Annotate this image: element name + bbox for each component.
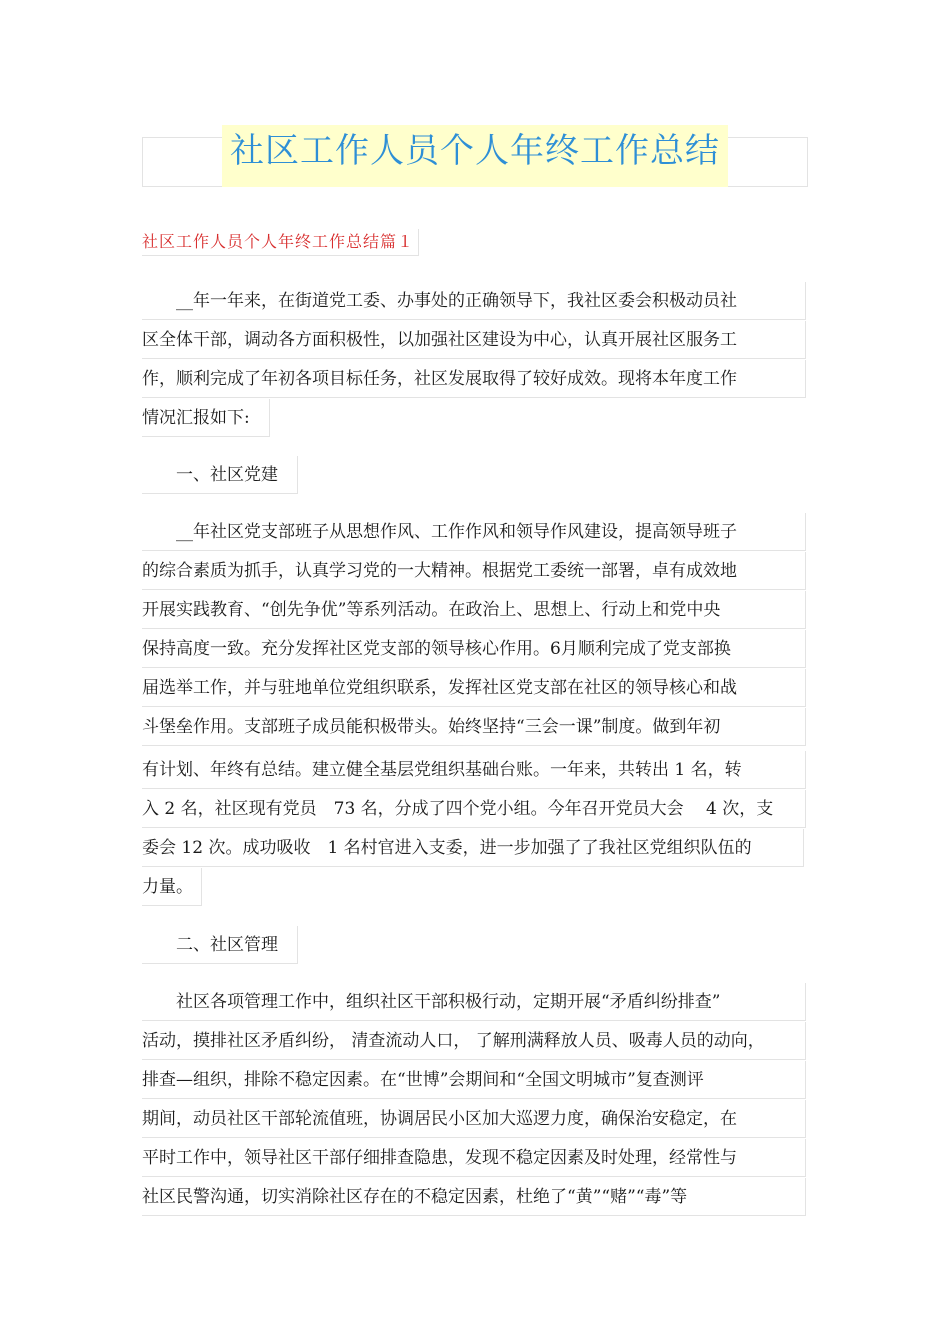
section-subtitle: 社区工作人员个人年终工作总结篇１ [142,229,419,256]
paragraph2-line-10: 力量。 [142,868,202,906]
paragraph2-line-9: 委会 12 次。成功吸收 1 名村官进入支委，进一步加强了了我社区党组织队伍的 [142,829,804,867]
paragraph2-line-7: 有计划、年终有总结。建立健全基层党组织基础台账。一年来，共转出 1 名，转 [142,751,806,789]
paragraph3-line-3: 排查—组织，排除不稳定因素。在“世博”会期间和“全国文明城市”复查测评 [142,1061,806,1099]
paragraph3-line-2: 活动，摸排社区矛盾纠纷， 清查流动人口， 了解刑满释放人员、吸毒人员的动向， [142,1022,806,1060]
section-heading-management: 二、社区管理 [142,926,298,964]
paragraph2-line-6: 斗堡垒作用。支部班子成员能积极带头。始终坚持“三会一课”制度。做到年初 [142,708,806,746]
paragraph1-line-1: __年一年来，在街道党工委、办事处的正确领导下，我社区委会积极动员社 [142,282,806,320]
paragraph2-line-4: 保持高度一致。充分发挥社区党支部的领导核心作用。6月顺利完成了党支部换 [142,630,806,668]
section-heading-party: 一、社区党建 [142,456,298,494]
paragraph2-line-2: 的综合素质为抓手，认真学习党的一大精神。根据党工委统一部署，卓有成效地 [142,552,806,590]
paragraph3-line-4: 期间，动员社区干部轮流值班，协调居民小区加大巡逻力度，确保治安稳定，在 [142,1100,806,1138]
paragraph1-line-2: 区全体干部，调动各方面积极性，以加强社区建设为中心，认真开展社区服务工 [142,321,806,359]
paragraph2-line-5: 届选举工作，并与驻地单位党组织联系，发挥社区党支部在社区的领导核心和战 [142,669,806,707]
paragraph1-line-4: 情况汇报如下: [142,399,270,437]
page-title: 社区工作人员个人年终工作总结 [230,131,720,171]
paragraph2-line-1: __年社区党支部班子从思想作风、工作作风和领导作风建设，提高领导班子 [142,513,806,551]
paragraph2-line-8: 入 2 名，社区现有党员 73 名，分成了四个党小组。今年召开党员大会 4 次，支 [142,790,806,828]
paragraph2-line-3: 开展实践教育、“创先争优”等系列活动。在政治上、思想上、行动上和党中央 [142,591,806,629]
paragraph3-line-5: 平时工作中，领导社区干部仔细排查隐患，发现不稳定因素及时处理，经常性与 [142,1139,806,1177]
paragraph1-line-3: 作，顺利完成了年初各项目标任务，社区发展取得了较好成效。现将本年度工作 [142,360,806,398]
paragraph3-line-6: 社区民警沟通，切实消除社区存在的不稳定因素，杜绝了“黄”“赌”“毒”等 [142,1178,806,1216]
paragraph3-line-1: 社区各项管理工作中，组织社区干部积极行动，定期开展“矛盾纠纷排查” [142,983,806,1021]
